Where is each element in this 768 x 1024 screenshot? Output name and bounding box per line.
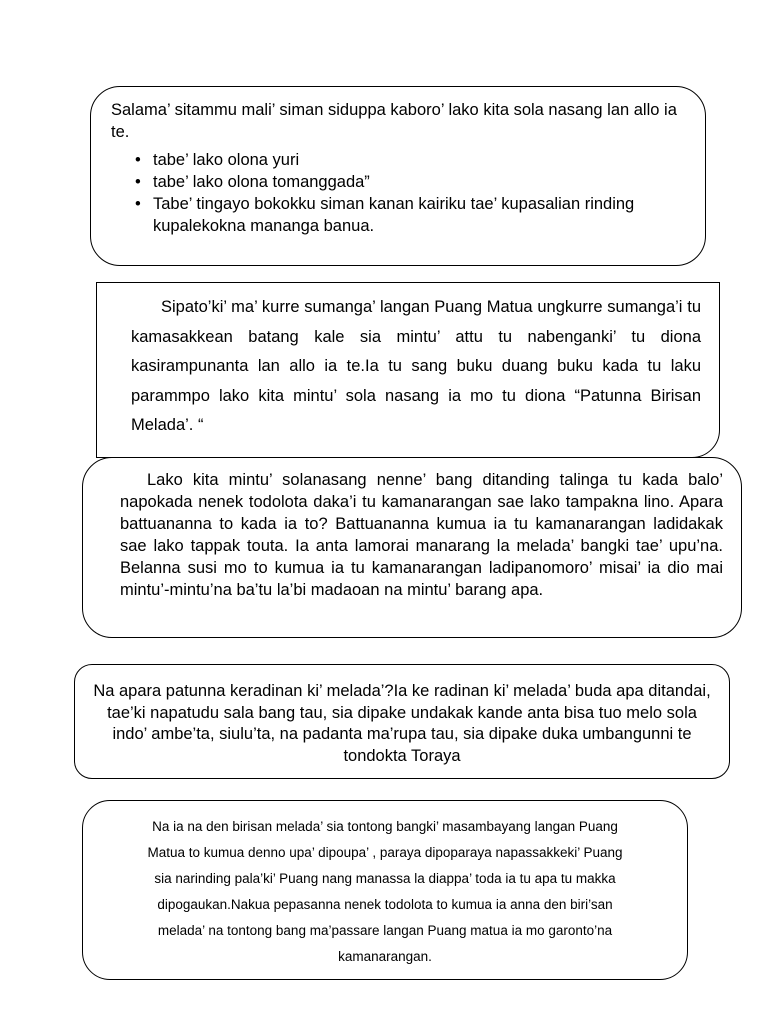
greeting-box <box>90 86 706 266</box>
wisdom-box <box>82 457 742 638</box>
conclusion-line: sia narinding pala’ki’ Puang nang manassa la diappa’ toda ia tu apa tu makka <box>154 871 616 886</box>
thanks-box <box>96 282 720 458</box>
question-box <box>74 664 730 779</box>
greeting-list-item: • Tabe’ tingayo bokokku siman kanan kairiku tae’ kupasalian rinding kupalekokna mananga banua. <box>135 193 687 237</box>
conclusion-line: melada’ na tontong bang ma’passare langan Puang matua ia mo garonto’na <box>157 923 613 938</box>
greeting-list-item: • tabe’ lako olona yuri <box>135 149 687 171</box>
conclusion-line: Matua to kumua denno upa’ dipoupa’ , paraya dipoparaya napassakkeki’ Puang <box>147 845 623 860</box>
thanks-paragraph: Sipato’ki’ ma’ kurre sumanga’ langan Puang Matua ungkurre sumanga’i tu kamasakkean batang kale sia mintu’ attu tu nabenganki’ tu diona kasirampunanta lan allo ia te.Ia tu sang buku duang buku kada tu laku parammpo lako kita mintu’ sola nasang ia mo tu diona “Patunna Birisan Melada’. “ <box>131 298 701 434</box>
wisdom-paragraph: Lako kita mintu’ solanasang nenne’ bang ditanding talinga tu kada balo’ napokada nenek todolota daka’i tu kamanarangan sae lako tampakna lino. Apara battuananna to kada ia to? Battuananna kumua ia tu kamanarangan ladidakak sae lako tappak touta. Ia anta lamorai manarang la melada’ bangki tae’ upu’na. Belanna susi mo to kumua ia tu kamanarangan ladipanomoro’ misai’ ia dio mai mintu’-mintu’na ba’tu la’bi madaoan na mintu’ barang apa. <box>120 471 723 599</box>
conclusion-line: kamanarangan. <box>338 949 432 964</box>
conclusion-box <box>82 800 688 980</box>
conclusion-line: dipogaukan.Nakua pepasanna nenek todolota to kumua ia anna den biri’san <box>157 897 613 912</box>
greeting-intro: Salama’ sitammu mali’ siman siduppa kaboro’ lako kita sola nasang lan allo ia te. <box>111 101 677 141</box>
greeting-list <box>111 149 687 237</box>
conclusion-line: Na ia na den birisan melada’ sia tontong bangki’ masambayang langan Puang <box>152 819 618 834</box>
greeting-list-item: • tabe’ lako olona tomanggada” <box>135 171 687 193</box>
question-paragraph: Na apara patunna keradinan ki’ melada’?Ia ke radinan ki’ melada’ buda apa ditandai, tae’ki napatudu sala bang tau, sia dipake undakak kande anta bisa tuo melo sola indo’ ambe’ta, siulu’ta, na padanta ma’rupa tau, sia dipake duka umbangunni te tondokta Toraya <box>93 682 711 765</box>
